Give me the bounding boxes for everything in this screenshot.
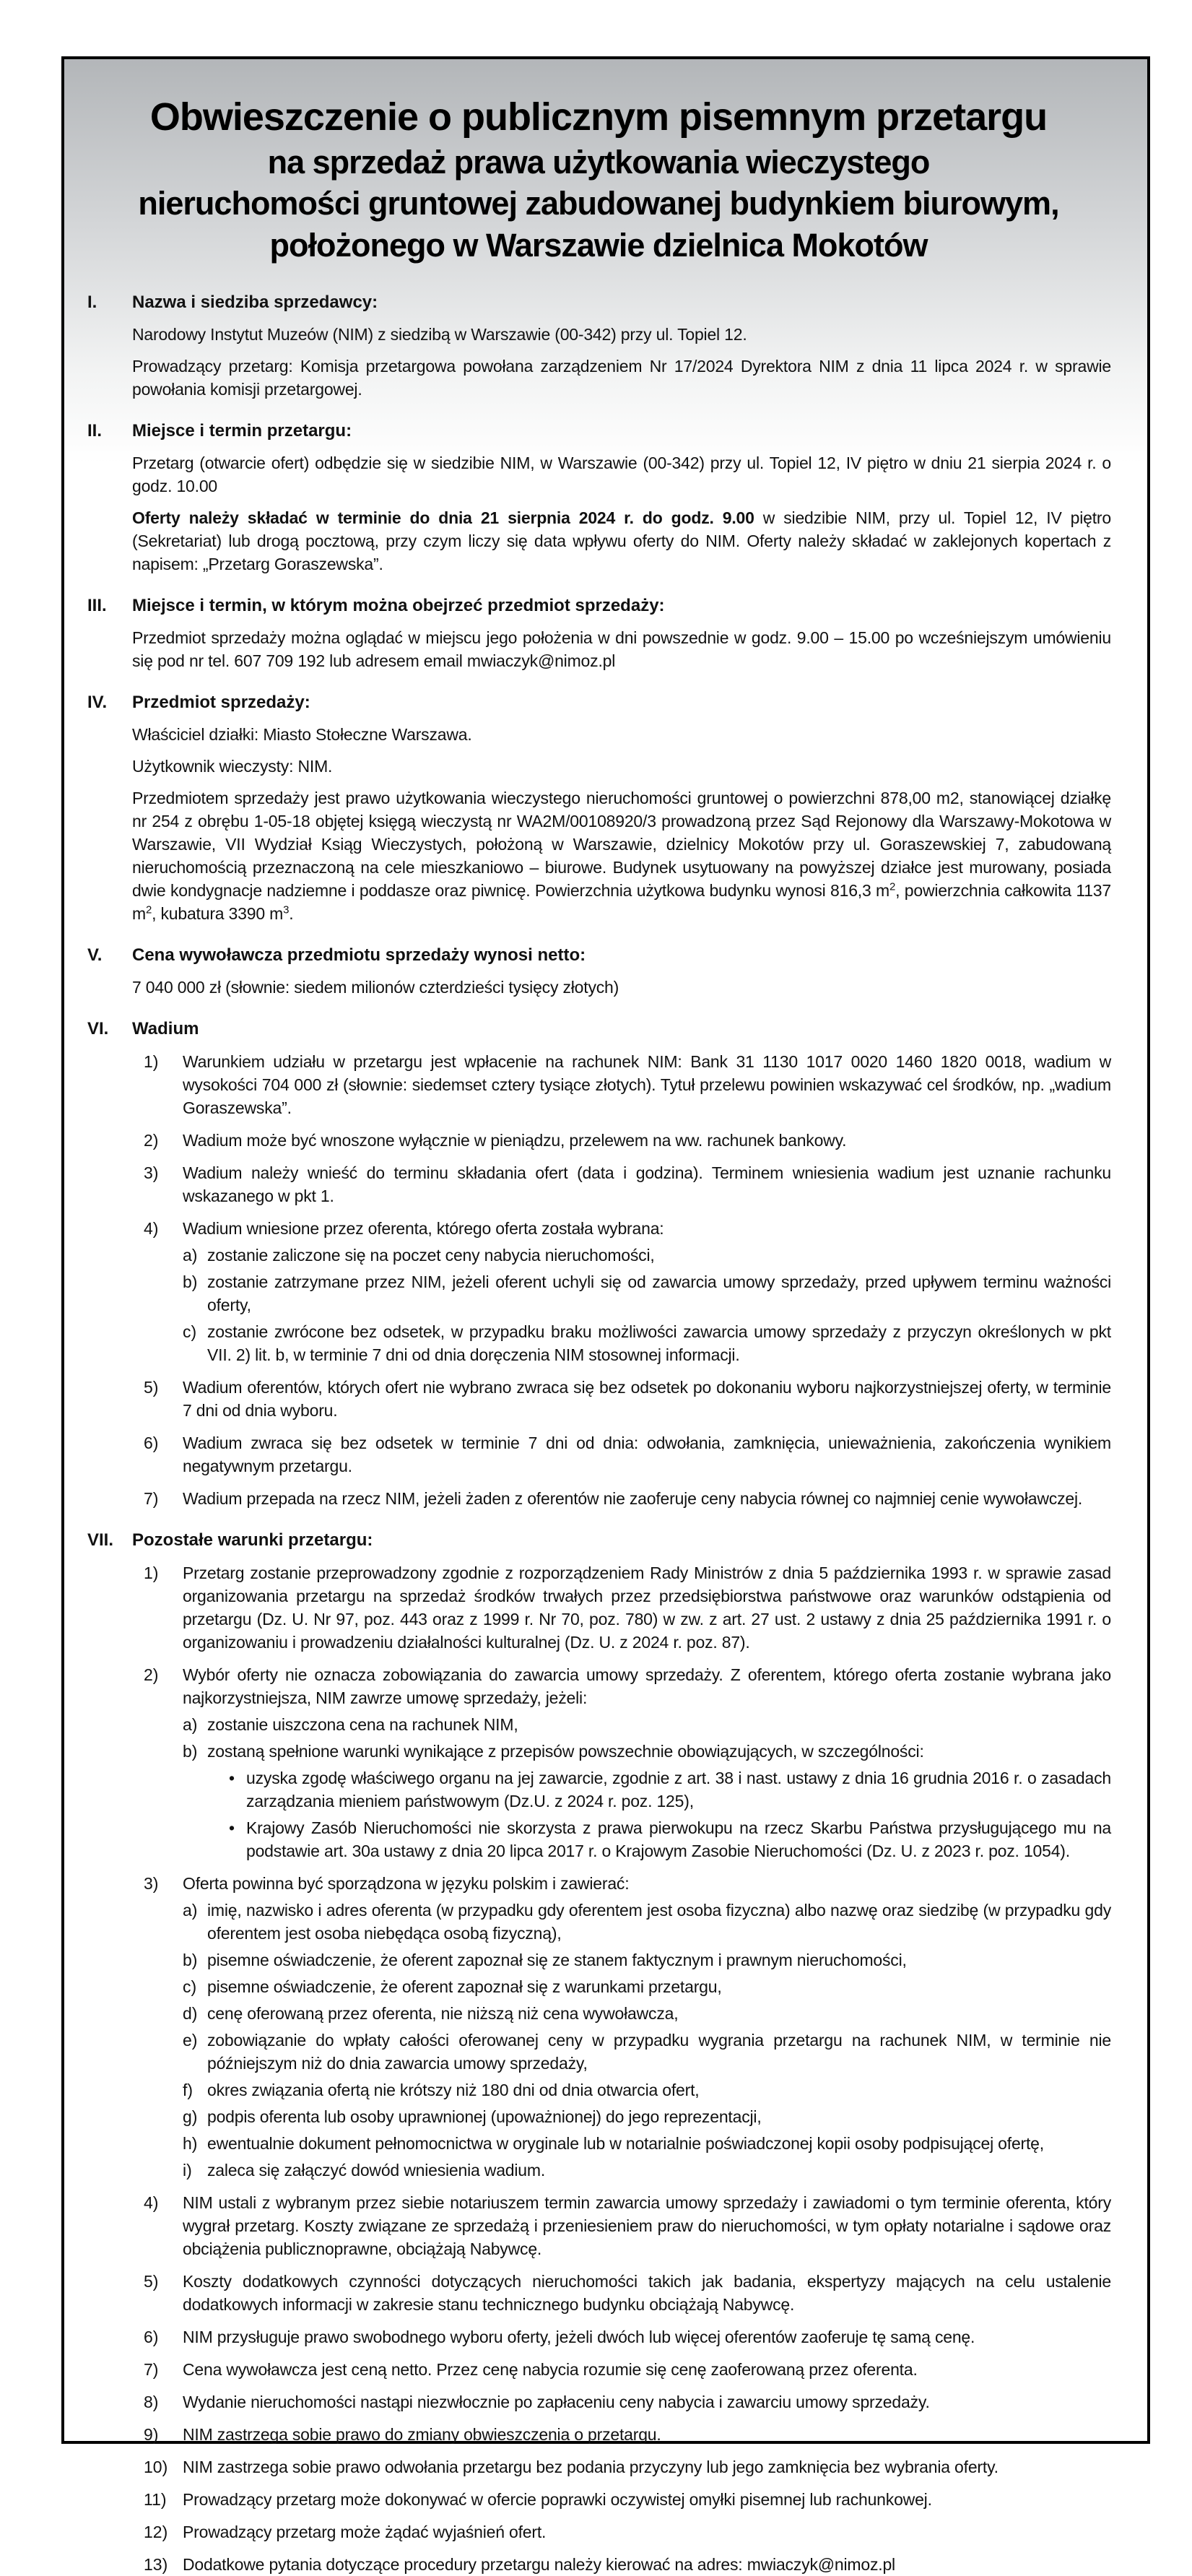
text-run: Przetarg (otwarcie ofert) odbędzie się w siedzibie NIM, w Warszawie (00-342) przy ul. Topiel 12, IV piętro w dniu 21 sierpia 2024 r. o godz. 10.00 <box>132 453 1111 495</box>
list-item <box>183 1975 1111 1998</box>
section-iii <box>86 594 1111 672</box>
paragraph <box>132 976 1111 999</box>
paragraph <box>246 1766 1111 1813</box>
sections-container <box>86 291 1111 2576</box>
text-run: zostanie uiszczona cena na rachunek NIM, <box>207 1714 518 1734</box>
list-item-body <box>246 1766 1111 1813</box>
text-run: NIM ustali z wybranym przez siebie notariuszem termin zawarcia umowy sprzedaży i zawiadomi o tym terminie oferenta, który wygrał przetarg. Koszty związane ze sprzedażą i przeniesieniem praw do nieruchomości, w tym opłaty notarialne i sądowe oraz obciążenia publicznoprawne, obciążają Nabywcę. <box>183 2193 1111 2258</box>
section-heading: Cena wywoławcza przedmiotu sprzedaży wynosi netto: <box>132 945 586 965</box>
text-run: , powierzchnia całkowita 1137 m <box>132 880 1111 923</box>
text-run: Wadium należy wnieść do terminu składania ofert (data i godzina). Terminem wniesienia wadium jest uznanie rachunku wskazanego w pkt 1. <box>183 1163 1111 1205</box>
section-heading: Przedmiot sprzedaży: <box>132 692 310 712</box>
text-run: NIM przysługuje prawo swobodnego wyboru oferty, jeżeli dwóch lub więcej oferentów zaoferuje tę samą cenę. <box>183 2327 975 2346</box>
text-run: Właściciel działki: Miasto Stołeczne Warszawa. <box>132 724 472 744</box>
text-run: Przedmiot sprzedaży można oglądać w miejscu jego położenia w dni powszednie w godz. 9.00 – 15.00 po wcześniejszym umówieniu się pod nr tel. 607 709 192 lub adresem email mwiaczyk@nimoz.pl <box>132 628 1111 670</box>
list-item-label: b) <box>183 1950 198 1969</box>
text-run: pisemne oświadczenie, że oferent zapoznał się ze stanem faktycznym i prawnym nieruchomości, <box>207 1950 907 1969</box>
list-item <box>132 2520 1111 2544</box>
list-item-label: f) <box>183 2080 193 2099</box>
list-item-label: 5) <box>144 2271 159 2291</box>
list-item <box>229 1816 1111 1862</box>
list-item-body <box>183 2488 1111 2511</box>
list-item-body <box>207 2078 1111 2102</box>
paragraph <box>183 1376 1111 1422</box>
paragraph <box>207 1975 1111 1998</box>
list-item-body <box>207 2132 1111 2155</box>
list-item-body <box>183 1217 1111 1366</box>
text-run: w siedzibie NIM, przy ul. Topiel 12, IV piętro (Sekretariat) lub drogą pocztową, przy czym liczy się data wpływu oferty do NIM. Oferty należy składać w zaklejonych kopertach z napisem: „Przetarg Goraszewska”. <box>132 508 1111 573</box>
paragraph <box>207 1244 1111 1267</box>
paragraph <box>207 1899 1111 1945</box>
list-item <box>183 1899 1111 1945</box>
list-item <box>132 2390 1111 2414</box>
list-item-label: • <box>229 1768 235 1787</box>
section-v <box>86 944 1111 999</box>
list-item-label: 6) <box>144 2327 159 2346</box>
paragraph <box>132 451 1111 498</box>
list-item <box>132 1561 1111 1654</box>
list-item-label: 12) <box>144 2522 168 2541</box>
list-item-body <box>183 1872 1111 2182</box>
paragraph <box>132 755 1111 778</box>
section-body <box>132 1018 1111 1510</box>
list-item-body <box>207 1899 1111 1945</box>
list-item <box>132 1161 1111 1207</box>
paragraph <box>183 1872 1111 1895</box>
paragraph <box>183 1431 1111 1478</box>
list-item-body <box>183 1487 1111 1510</box>
list-item-body <box>183 1561 1111 1654</box>
list-item <box>183 1244 1111 1267</box>
list-item <box>183 2078 1111 2102</box>
text-run: podpis oferenta lub osoby uprawnionej (upoważnionej) do jego reprezentacji, <box>207 2107 762 2126</box>
list-item <box>183 1948 1111 1972</box>
list-item-label: 9) <box>144 2424 159 2444</box>
list-item-label: 1) <box>144 1051 159 1071</box>
list-item-label: 4) <box>144 1218 159 1238</box>
list-item-label: 7) <box>144 1488 159 1508</box>
list-item-body <box>207 2002 1111 2025</box>
list-item <box>183 2002 1111 2025</box>
list-item-label: g) <box>183 2107 198 2126</box>
list-item-label: 3) <box>144 1873 159 1893</box>
list-item-body <box>183 2270 1111 2316</box>
paragraph <box>183 1663 1111 1709</box>
list-item-label: b) <box>183 1741 198 1761</box>
paragraph <box>132 506 1111 576</box>
paragraph <box>207 1320 1111 1366</box>
list-item-body <box>183 1129 1111 1152</box>
list-item <box>183 1270 1111 1317</box>
list-item-body <box>207 1713 1111 1736</box>
section-numeral: III. <box>87 595 107 615</box>
list-item-body <box>207 1244 1111 1267</box>
superscript: 3 <box>283 903 290 916</box>
list-item-label: 2) <box>144 1130 159 1150</box>
list-item-label: 10) <box>144 2457 168 2476</box>
list-item-label: 6) <box>144 1433 159 1452</box>
list-item <box>132 1050 1111 1119</box>
text-run: Prowadzący przetarg: Komisja przetargowa powołana zarządzeniem Nr 17/2024 Dyrektora NIM z dnia 11 lipca 2024 r. w sprawie powołania komisji przetargowej. <box>132 356 1111 399</box>
list-item <box>183 2029 1111 2075</box>
list-item <box>183 2159 1111 2182</box>
list-item-body <box>207 1740 1111 1862</box>
paragraph <box>132 723 1111 746</box>
text-run: Warunkiem udziału w przetargu jest wpłacenie na rachunek NIM: Bank 31 1130 1017 0020 1460 1820 0018, wadium w wysokości 704 000 zł (słownie: siedemset cztery tysiące złotych). Tytuł przelewu powinien wskazywać cel środków, np. „wadium Goraszewska”. <box>183 1051 1111 1117</box>
list-item-label: • <box>229 1818 235 1837</box>
list-item-label: c) <box>183 1977 197 1996</box>
paragraph <box>207 1713 1111 1736</box>
list-item-label: 1) <box>144 1563 159 1582</box>
text-run: uzyska zgodę właściwego organu na jej zawarcie, zgodnie z art. 38 i nast. ustawy z dnia 16 grudnia 2016 r. o zasadach zarządzania mieniem państwowym (Dz.U. z 2024 r. poz. 125), <box>246 1768 1111 1810</box>
section-heading: Nazwa i siedziba sprzedawcy: <box>132 292 378 312</box>
paragraph <box>183 2325 1111 2349</box>
paragraph <box>183 2455 1111 2479</box>
text-run: 7 040 000 zł (słownie: siedem milionów czterdzieści tysięcy złotych) <box>132 977 619 997</box>
title-line-4: położonego w Warszawie dzielnica Mokotów <box>269 227 928 264</box>
list-item <box>132 1431 1111 1478</box>
section-vii <box>86 1529 1111 2576</box>
list-item <box>132 1872 1111 2182</box>
superscript: 2 <box>889 880 896 893</box>
list-item-body <box>183 2455 1111 2479</box>
text-run: pisemne oświadczenie, że oferent zapoznał się z warunkami przetargu, <box>207 1977 722 1996</box>
section-vi <box>86 1018 1111 1510</box>
list-item <box>132 2270 1111 2316</box>
text-run: zobowiązanie do wpłaty całości oferowanej ceny w przypadku wygrania przetargu na rachunek NIM, w terminie nie późniejszym niż do dnia zawarcia umowy sprzedaży, <box>207 2030 1111 2073</box>
section-numeral: VII. <box>87 1530 114 1550</box>
list-item-label: i) <box>183 2160 192 2180</box>
list-item-body <box>183 1376 1111 1422</box>
paragraph <box>207 2078 1111 2102</box>
list-item <box>132 1217 1111 1366</box>
text-run: NIM zastrzega sobie prawo odwołania przetargu bez podania przyczyny lub jego zamknięcia bez wybrania oferty. <box>183 2457 999 2476</box>
list-item <box>132 2358 1111 2381</box>
text-run: zaleca się załączyć dowód wniesienia wadium. <box>207 2160 546 2180</box>
list-item-body <box>183 2553 1111 2576</box>
list-item <box>132 1663 1111 1862</box>
paragraph <box>207 1948 1111 1972</box>
paragraph <box>183 1161 1111 1207</box>
text-run: Oferta powinna być sporządzona w języku polskim i zawierać: <box>183 1873 630 1893</box>
paragraph <box>183 1487 1111 1510</box>
paragraph <box>183 2488 1111 2511</box>
paragraph <box>207 2002 1111 2025</box>
paragraph <box>183 2270 1111 2316</box>
list-item <box>132 2488 1111 2511</box>
text-run: NIM zastrzega sobie prawo do zmiany obwieszczenia o przetargu. <box>183 2424 661 2444</box>
section-body <box>132 691 1111 925</box>
list-item-label: 4) <box>144 2193 159 2212</box>
list-item <box>183 2132 1111 2155</box>
list-item-body <box>183 2358 1111 2381</box>
list-item-label: a) <box>183 1900 198 1920</box>
paragraph <box>207 1270 1111 1317</box>
list-item <box>229 1766 1111 1813</box>
bold-text-run: Oferty należy składać w terminie do dnia 21 sierpnia 2024 r. do godz. 9.00 <box>132 508 754 527</box>
paragraph <box>132 355 1111 401</box>
text-run: Dodatkowe pytania dotyczące procedury przetargu należy kierować na adres: mwiaczyk@nimoz.pl <box>183 2554 895 2574</box>
section-numeral: IV. <box>87 692 108 712</box>
title-line-2: na sprzedaż prawa użytkowania wieczystego <box>267 143 930 181</box>
text-run: Prowadzący przetarg może żądać wyjaśnień ofert. <box>183 2522 547 2541</box>
section-body <box>132 944 1111 999</box>
paragraph <box>183 2553 1111 2576</box>
list-item-label: 2) <box>144 1665 159 1684</box>
paragraph <box>183 2358 1111 2381</box>
text-run: ewentualnie dokument pełnomocnictwa w oryginale lub w notarialnie poświadczonej kopii osoby podpisującej ofertę, <box>207 2133 1044 2153</box>
section-numeral: VI. <box>87 1018 109 1038</box>
paragraph <box>183 2423 1111 2446</box>
title-line-3: nieruchomości gruntowej zabudowanej budynkiem biurowym, <box>138 185 1059 222</box>
list-item <box>132 2191 1111 2260</box>
list-item-body <box>183 2390 1111 2414</box>
section-body <box>132 594 1111 672</box>
list-item-body <box>246 1816 1111 1862</box>
list-item-body <box>183 2325 1111 2349</box>
text-run: imię, nazwisko i adres oferenta (w przypadku gdy oferentem jest osoba fizyczna) albo nazwę oraz siedzibę (w przypadku gdy oferentem jest osoba niebędąca osobą fizyczną), <box>207 1900 1111 1943</box>
list-item-body <box>183 2520 1111 2544</box>
list-item-label: 11) <box>144 2489 167 2509</box>
text-run: Wadium oferentów, których ofert nie wybrano zwraca się bez odsetek po dokonaniu wyboru najkorzystniejszej oferty, w terminie 7 dni od dnia wyboru. <box>183 1377 1111 1420</box>
text-run: . <box>289 903 294 923</box>
text-run: Prowadzący przetarg może dokonywać w ofercie poprawki oczywistej omyłki pisemnej lub rachunkowej. <box>183 2489 932 2509</box>
list-item-body <box>183 1050 1111 1119</box>
document-content <box>64 59 1147 2576</box>
list-item <box>183 1713 1111 1736</box>
paragraph <box>132 786 1111 925</box>
text-run: Koszty dodatkowych czynności dotyczących nieruchomości takich jak badania, ekspertyzy mających na celu ustalenie dodatkowych informacji w zakresie stanu technicznego budynku obciążają Nabywcę. <box>183 2271 1111 2314</box>
text-run: Przedmiotem sprzedaży jest prawo użytkowania wieczystego nieruchomości gruntowej o powierzchni 878,00 m2, stanowiącej działkę nr 254 z obrębu 1-05-18 objętej księgą wieczystą nr WA2M/00108920/3 prowadzoną przez Sąd Rejonowy dla Warszawy-Mokotowa w Warszawie, VII Wydział Ksiąg Wieczystych, położoną w Warszawie, dzielnicy Mokotów przy ul. Goraszewskiej 7, zabudowaną nieruchomością przeznaczoną na cele mieszkaniowo – biurowe. Budynek usytuowany na powyższej działce jest murowany, posiada dwie kondygnacje nadziemne i poddasze oraz piwnicę. Powierzchnia użytkowa budynku wynosi 816,3 m <box>132 788 1111 900</box>
text-run: , kubatura 3390 m <box>152 903 284 923</box>
list-item-body <box>207 2029 1111 2075</box>
superscript: 2 <box>145 903 152 916</box>
list-item-label: a) <box>183 1245 198 1265</box>
paragraph <box>183 1561 1111 1654</box>
list-item-label: b) <box>183 1272 198 1291</box>
text-run: Wydanie nieruchomości nastąpi niezwłocznie po zapłaceniu ceny nabycia i zawarciu umowy sprzedaży. <box>183 2392 930 2411</box>
list-item <box>132 2553 1111 2576</box>
paragraph <box>183 2191 1111 2260</box>
title-block <box>86 94 1111 266</box>
document-frame <box>61 56 1150 2574</box>
text-run: Przetarg zostanie przeprowadzony zgodnie z rozporządzeniem Rady Ministrów z dnia 5 października 1993 r. w sprawie zasad organizowania przetargu na sprzedaż środków trwałych przez przedsiębiorstwa państwowe oraz warunków odstąpienia od przetargu (Dz. U. Nr 97, poz. 443 oraz z 1999 r. Nr 70, poz. 780) w zw. z art. 27 ust. 2 ustawy z dnia 25 października 1991 r. o organizowaniu i prowadzeniu działalności kulturalnej (Dz. U. z 2024 r. poz. 87). <box>183 1563 1111 1652</box>
list-item <box>183 1320 1111 1366</box>
paragraph <box>183 1217 1111 1240</box>
paragraph <box>183 1129 1111 1152</box>
list-item-body <box>207 1320 1111 1366</box>
list-item-body <box>207 1975 1111 1998</box>
section-body <box>132 291 1111 401</box>
list-item-body <box>207 1948 1111 1972</box>
list-item <box>132 2455 1111 2479</box>
section-heading: Wadium <box>132 1018 199 1038</box>
text-run: Wadium wniesione przez oferenta, którego oferta została wybrana: <box>183 1218 664 1238</box>
section-body <box>132 1529 1111 2576</box>
list-item-label: 13) <box>144 2554 168 2574</box>
list-item <box>183 2105 1111 2128</box>
paragraph <box>207 2105 1111 2128</box>
text-run: zostanie zaliczone się na poczet ceny nabycia nieruchomości, <box>207 1245 655 1265</box>
text-run: Wadium przepada na rzecz NIM, jeżeli żaden z oferentów nie zaoferuje ceny nabycia równej co najmniej cenie wywoławczej. <box>183 1488 1083 1508</box>
list-item <box>132 1376 1111 1422</box>
paragraph <box>207 2159 1111 2182</box>
section-heading: Miejsce i termin, w którym można obejrzeć przedmiot sprzedaży: <box>132 595 665 615</box>
list-item-body <box>207 2105 1111 2128</box>
text-run: Wadium może być wnoszone wyłącznie w pieniądzu, przelewem na ww. rachunek bankowy. <box>183 1130 847 1150</box>
text-run: Użytkownik wieczysty: NIM. <box>132 756 333 776</box>
text-run: Cena wywoławcza jest ceną netto. Przez cenę nabycia rozumie się cenę zaoferowaną przez oferenta. <box>183 2359 918 2379</box>
paragraph <box>183 2390 1111 2414</box>
paragraph <box>183 2520 1111 2544</box>
section-numeral: V. <box>87 945 103 965</box>
list-item-body <box>207 2159 1111 2182</box>
text-run: Narodowy Instytut Muzeów (NIM) z siedzibą w Warszawie (00-342) przy ul. Topiel 12. <box>132 324 747 344</box>
paragraph <box>207 2029 1111 2075</box>
list-item-label: 3) <box>144 1163 159 1182</box>
list-item-body <box>183 1663 1111 1862</box>
section-numeral: II. <box>87 420 103 441</box>
paragraph <box>132 626 1111 672</box>
section-iv <box>86 691 1111 925</box>
paragraph <box>246 1816 1111 1862</box>
section-numeral: I. <box>87 292 97 312</box>
text-run: Wadium zwraca się bez odsetek w terminie 7 dni od dnia: odwołania, zamknięcia, unieważnienia, zakończenia wynikiem negatywnym przetargu. <box>183 1433 1111 1475</box>
section-i <box>86 291 1111 401</box>
paragraph <box>207 1740 1111 1763</box>
title-line-1: Obwieszczenie o publicznym pisemnym przetargu <box>149 95 1048 139</box>
list-item-label: a) <box>183 1714 198 1734</box>
text-run: Krajowy Zasób Nieruchomości nie skorzysta z prawa pierwokupu na rzecz Skarbu Państwa przysługującego mu na podstawie art. 30a ustawy z dnia 20 lipca 2017 r. o Krajowym Zasobie Nieruchomości (Dz. U. z 2023 r. poz. 1054). <box>246 1818 1111 1860</box>
list-item-body <box>183 1161 1111 1207</box>
list-item-label: 7) <box>144 2359 159 2379</box>
list-item <box>132 1487 1111 1510</box>
section-body <box>132 420 1111 576</box>
text-run: okres związania ofertą nie krótszy niż 180 dni od dnia otwarcia ofert, <box>207 2080 700 2099</box>
list-item-body <box>207 1270 1111 1317</box>
list-item-body <box>183 1431 1111 1478</box>
section-heading: Pozostałe warunki przetargu: <box>132 1530 373 1550</box>
list-item-label: h) <box>183 2133 198 2153</box>
paragraph <box>132 323 1111 346</box>
paragraph <box>183 1050 1111 1119</box>
section-heading: Miejsce i termin przetargu: <box>132 420 352 441</box>
list-item-body <box>183 2423 1111 2446</box>
text-run: zostanie zatrzymane przez NIM, jeżeli oferent uchyli się od zawarcia umowy sprzedaży, przed upływem terminu ważności oferty, <box>207 1272 1111 1314</box>
list-item-label: 8) <box>144 2392 159 2411</box>
text-run: Wybór oferty nie oznacza zobowiązania do zawarcia umowy sprzedaży. Z oferentem, którego oferta zostanie wybrana jako najkorzystniejsza, NIM zawrze umowę sprzedaży, jeżeli: <box>183 1665 1111 1707</box>
list-item <box>132 2423 1111 2446</box>
list-item-label: d) <box>183 2003 198 2023</box>
list-item <box>183 1740 1111 1862</box>
text-run: zostanie zwrócone bez odsetek, w przypadku braku możliwości zawarcia umowy sprzedaży z przyczyn określonych w pkt VII. 2) lit. b, w terminie 7 dni od dnia doręczenia NIM stosownej informacji. <box>207 1322 1111 1364</box>
list-item-body <box>183 2191 1111 2260</box>
text-run: zostaną spełnione warunki wynikające z przepisów powszechnie obowiązujących, w szczególności: <box>207 1741 924 1761</box>
section-ii <box>86 420 1111 576</box>
list-item <box>132 1129 1111 1152</box>
text-run: cenę oferowaną przez oferenta, nie niższą niż cena wywoławcza, <box>207 2003 679 2023</box>
list-item-label: e) <box>183 2030 198 2050</box>
list-item-label: 5) <box>144 1377 159 1397</box>
list-item-label: c) <box>183 1322 197 1341</box>
paragraph <box>207 2132 1111 2155</box>
list-item <box>132 2325 1111 2349</box>
